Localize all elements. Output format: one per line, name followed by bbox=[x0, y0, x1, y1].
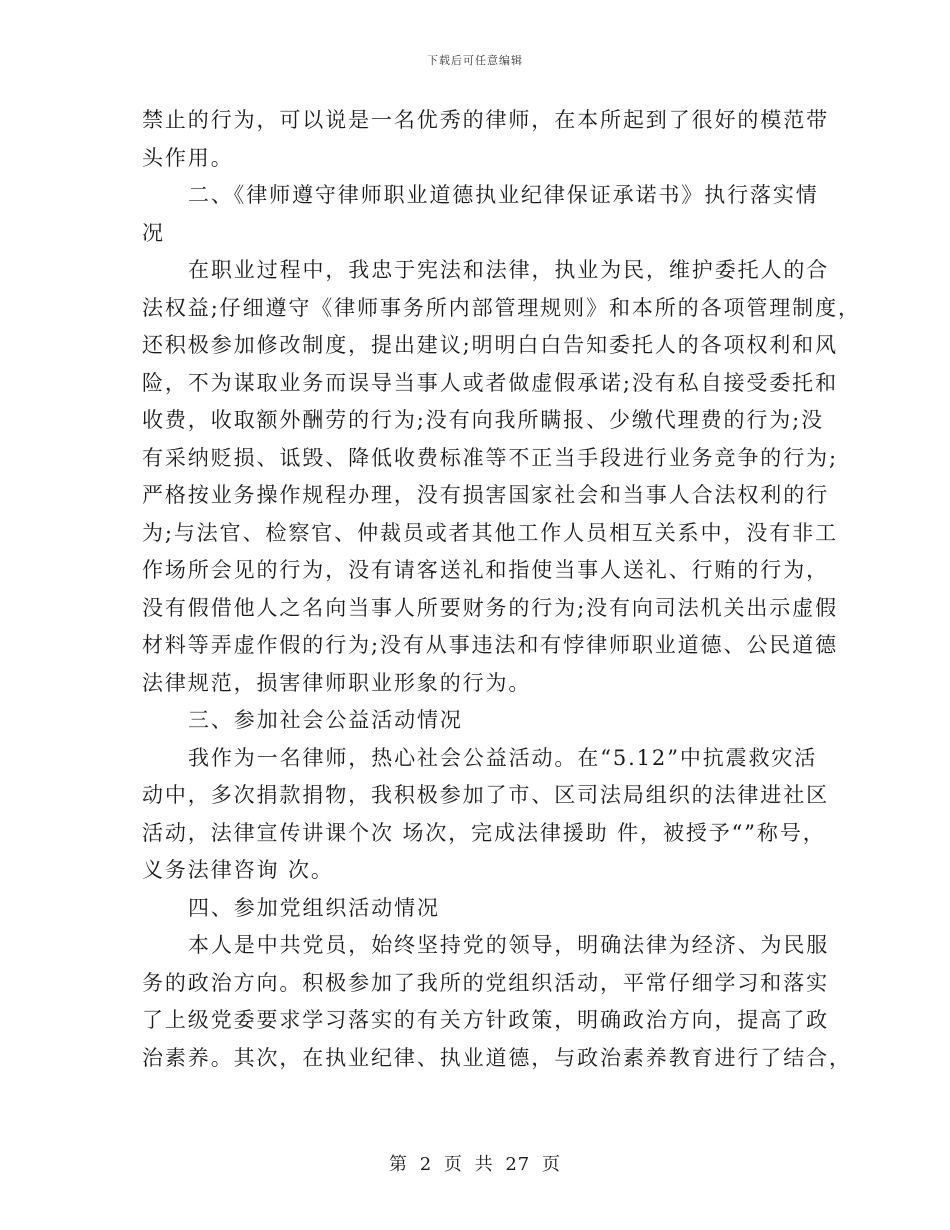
paragraph-start: 本人是中共党员，始终坚持党的领导，明确法律为经济、为民服 bbox=[188, 933, 830, 957]
text-line: 还积极参加修改制度，提出建议;明明白白告知委托人的各项权利和风 bbox=[142, 333, 838, 357]
text-line: 严格按业务操作规程办理，没有损害国家社会和当事人合法权利的行 bbox=[142, 483, 829, 507]
paragraph-start: 在职业过程中，我忠于宪法和法律，执业为民，维护委托人的合 bbox=[188, 258, 830, 282]
text-line: 作场所会见的行为，没有请客送礼和指使当事人送礼、行贿的行为， bbox=[142, 558, 829, 582]
text-line: 况 bbox=[142, 220, 165, 245]
text-line: 收费，收取额外酬劳的行为;没有向我所瞒报、少缴代理费的行为;没 bbox=[142, 408, 825, 432]
text-line: 了上级党委要求学习落实的有关方针政策，明确政治方向，提高了政 bbox=[142, 1008, 829, 1032]
text-line: 有采纳贬损、诋毁、降低收费标准等不正当手段进行业务竞争的行为; bbox=[142, 445, 838, 470]
text-line: 头作用。 bbox=[142, 145, 234, 170]
text-line: 法律规范，损害律师职业形象的行为。 bbox=[142, 670, 532, 695]
page-number-footer: 第 2 页 共 27 页 bbox=[389, 1154, 561, 1175]
section-heading: 四、参加党组织活动情况 bbox=[188, 895, 440, 920]
text-line: 动中，多次捐款捐物，我积极参加了市、区司法局组织的法律进社区 bbox=[142, 783, 829, 807]
document-body bbox=[142, 102, 861, 1077]
text-line: 义务法律咨询 次。 bbox=[142, 858, 334, 882]
text-line: 为;与法官、检察官、仲裁员或者其他工作人员相互关系中，没有非工 bbox=[142, 520, 838, 545]
text-line: 险，不为谋取业务而误导当事人或者做虚假承诺;没有私自接受委托和 bbox=[142, 370, 838, 395]
text-line: 没有假借他人之名向当事人所要财务的行为;没有向司法机关出示虚假 bbox=[142, 595, 838, 620]
page-header: 下载后可任意编辑 bbox=[427, 54, 523, 67]
text-line: 治素养。其次，在执业纪律、执业道德，与政治素养教育进行了结合， bbox=[142, 1045, 852, 1070]
text-line: 禁止的行为，可以说是一名优秀的律师，在本所起到了很好的模范带 bbox=[142, 108, 829, 132]
text-line: 活动，法律宣传讲课个次 场次，完成法律援助 件，被授予“”称号， bbox=[142, 820, 826, 845]
paragraph-start: 我作为一名律师，热心社会公益活动。在“5.12”中抗震救灾活 bbox=[188, 745, 818, 770]
text-line: 法权益;仔细遵守《律师事务所内部管理规则》和本所的各项管理制度， bbox=[142, 295, 861, 320]
text-line: 材料等弄虚作假的行为;没有从事违法和有悖律师职业道德、公民道德 bbox=[142, 633, 838, 657]
section-heading: 三、参加社会公益活动情况 bbox=[188, 708, 463, 732]
section-heading: 二、《律师遵守律师职业道德执业纪律保证承诺书》执行落实情 bbox=[188, 183, 819, 207]
text-line: 务的政治方向。积极参加了我所的党组织活动，平常仔细学习和落实 bbox=[142, 970, 829, 995]
